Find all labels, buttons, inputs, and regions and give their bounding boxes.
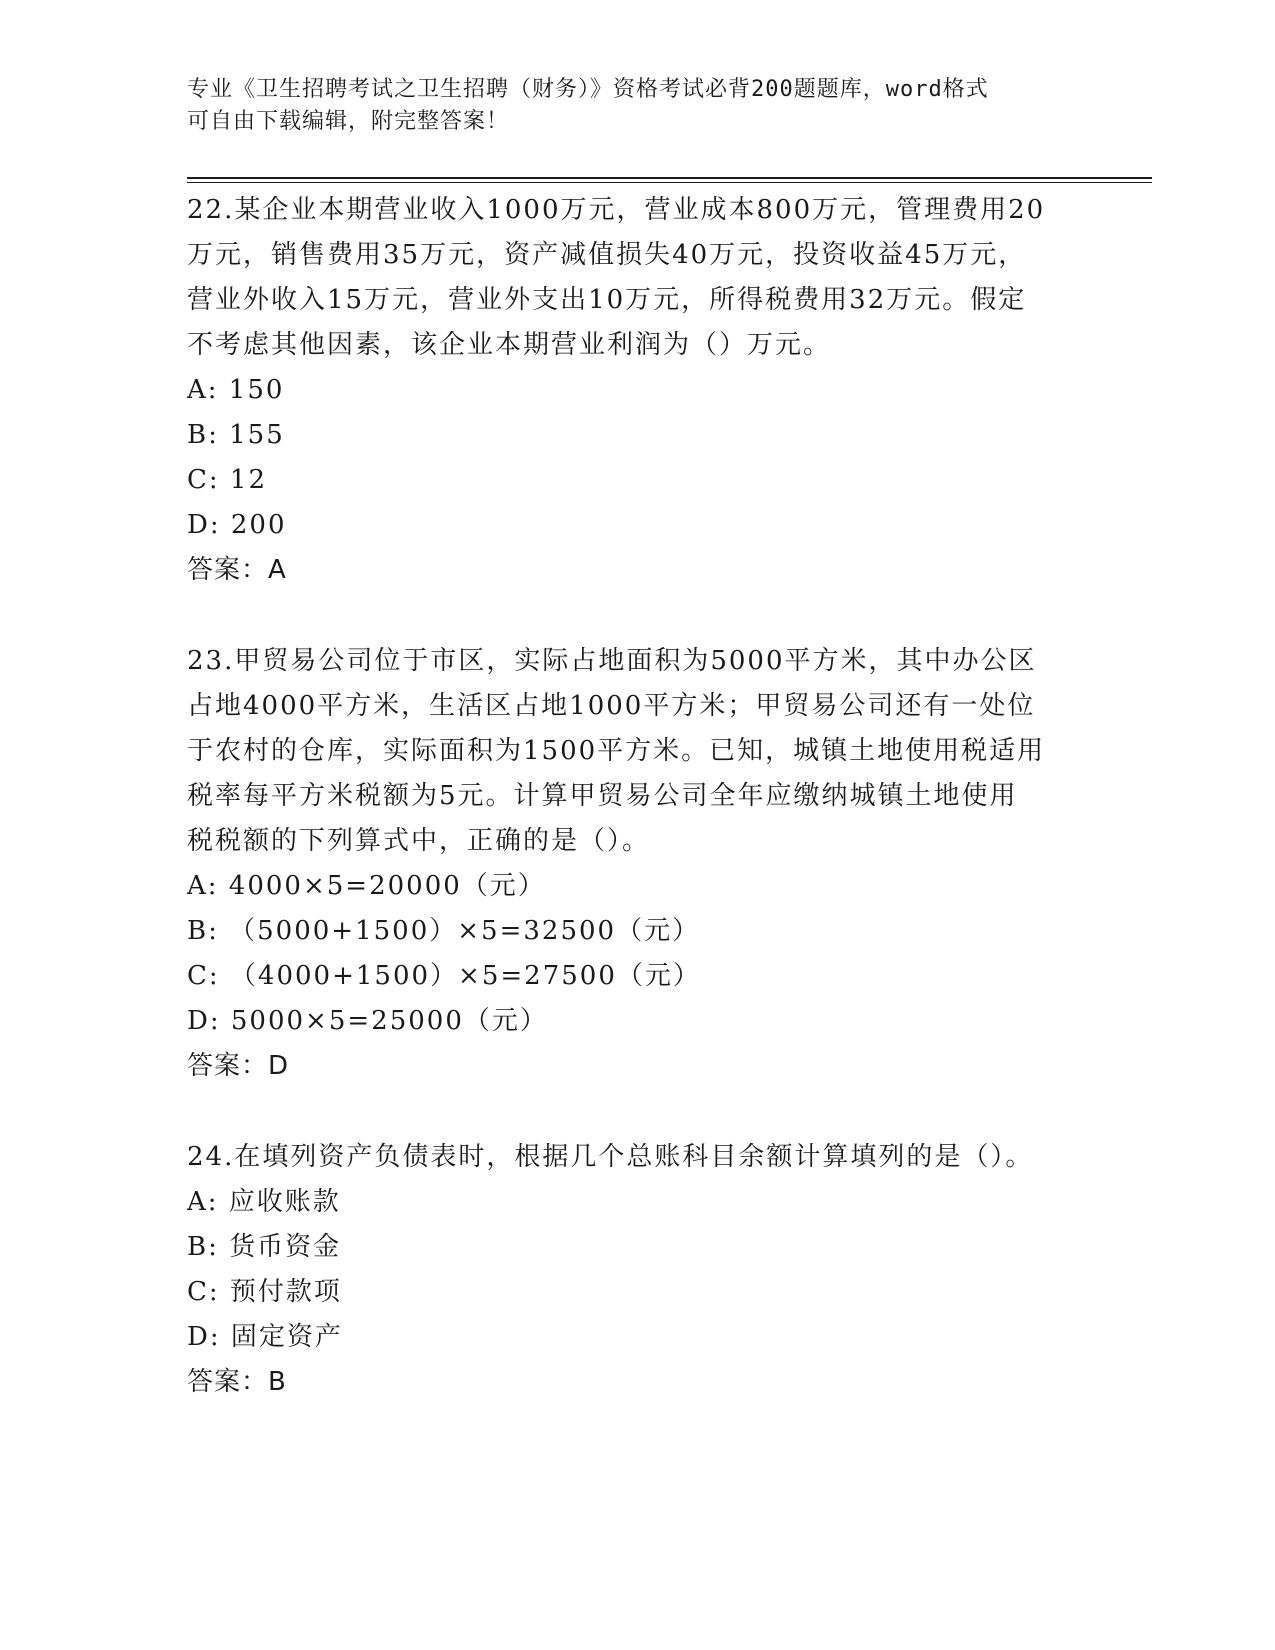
option-a: A: 150 xyxy=(187,375,285,405)
header-line-1: 专业《卫生招聘考试之卫生招聘（财务）》资格考试必背200题题库，word格式 xyxy=(187,77,989,102)
question-spacer xyxy=(187,1089,1087,1135)
answer-line: 答案：D xyxy=(187,1051,290,1081)
option-c: C: 12 xyxy=(187,465,268,495)
question-stem-line: 22.某企业本期营业收入1000万元，营业成本800万元，管理费用20 xyxy=(187,195,1046,225)
question-spacer xyxy=(187,593,1087,639)
question-stem-line: 税税额的下列算式中，正确的是（）。 xyxy=(187,826,651,856)
option-b: B: 货币资金 xyxy=(187,1232,342,1262)
question-stem-line: 24.在填列资产负债表时，根据几个总账科目余额计算填列的是（）。 xyxy=(187,1142,1034,1172)
option-c: C: 预付款项 xyxy=(187,1277,342,1307)
document-header xyxy=(187,74,1067,138)
header-line-2: 可自由下载编辑，附完整答案！ xyxy=(187,109,510,134)
option-a: A: 应收账款 xyxy=(187,1187,341,1217)
question-stem-line: 于农村的仓库，实际面积为1500平方米。已知，城镇土地使用税适用 xyxy=(187,736,1046,766)
header-divider-thin xyxy=(187,182,1152,183)
question-list xyxy=(187,188,1087,1405)
option-c: C: （4000+1500）×5=27500（元） xyxy=(187,961,701,991)
question-stem-line: 23.甲贸易公司位于市区，实际占地面积为5000平方米，其中办公区 xyxy=(187,646,1037,676)
question-23 xyxy=(187,639,1087,1089)
question-stem-line: 营业外收入15万元，营业外支出10万元，所得税费用32万元。假定 xyxy=(187,285,1027,315)
question-stem-line: 税率每平方米税额为5元。计算甲贸易公司全年应缴纳城镇土地使用 xyxy=(187,781,1018,811)
question-22 xyxy=(187,188,1087,593)
answer-line: 答案：B xyxy=(187,1367,287,1397)
option-d: D: 5000×5=25000（元） xyxy=(187,1006,548,1036)
question-stem-line: 不考虑其他因素，该企业本期营业利润为（）万元。 xyxy=(187,330,832,360)
question-stem-line: 占地4000平方米，生活区占地1000平方米；甲贸易公司还有一处位 xyxy=(187,691,1036,721)
header-divider-thick xyxy=(187,177,1152,179)
option-a: A: 4000×5=20000（元） xyxy=(187,871,546,901)
question-24 xyxy=(187,1135,1087,1405)
answer-line: 答案：A xyxy=(187,555,287,585)
question-stem-line: 万元，销售费用35万元，资产减值损失40万元，投资收益45万元， xyxy=(187,240,1027,270)
option-b: B: 155 xyxy=(187,420,285,450)
option-d: D: 200 xyxy=(187,510,287,540)
option-b: B: （5000+1500）×5=32500（元） xyxy=(187,916,701,946)
option-d: D: 固定资产 xyxy=(187,1322,343,1352)
